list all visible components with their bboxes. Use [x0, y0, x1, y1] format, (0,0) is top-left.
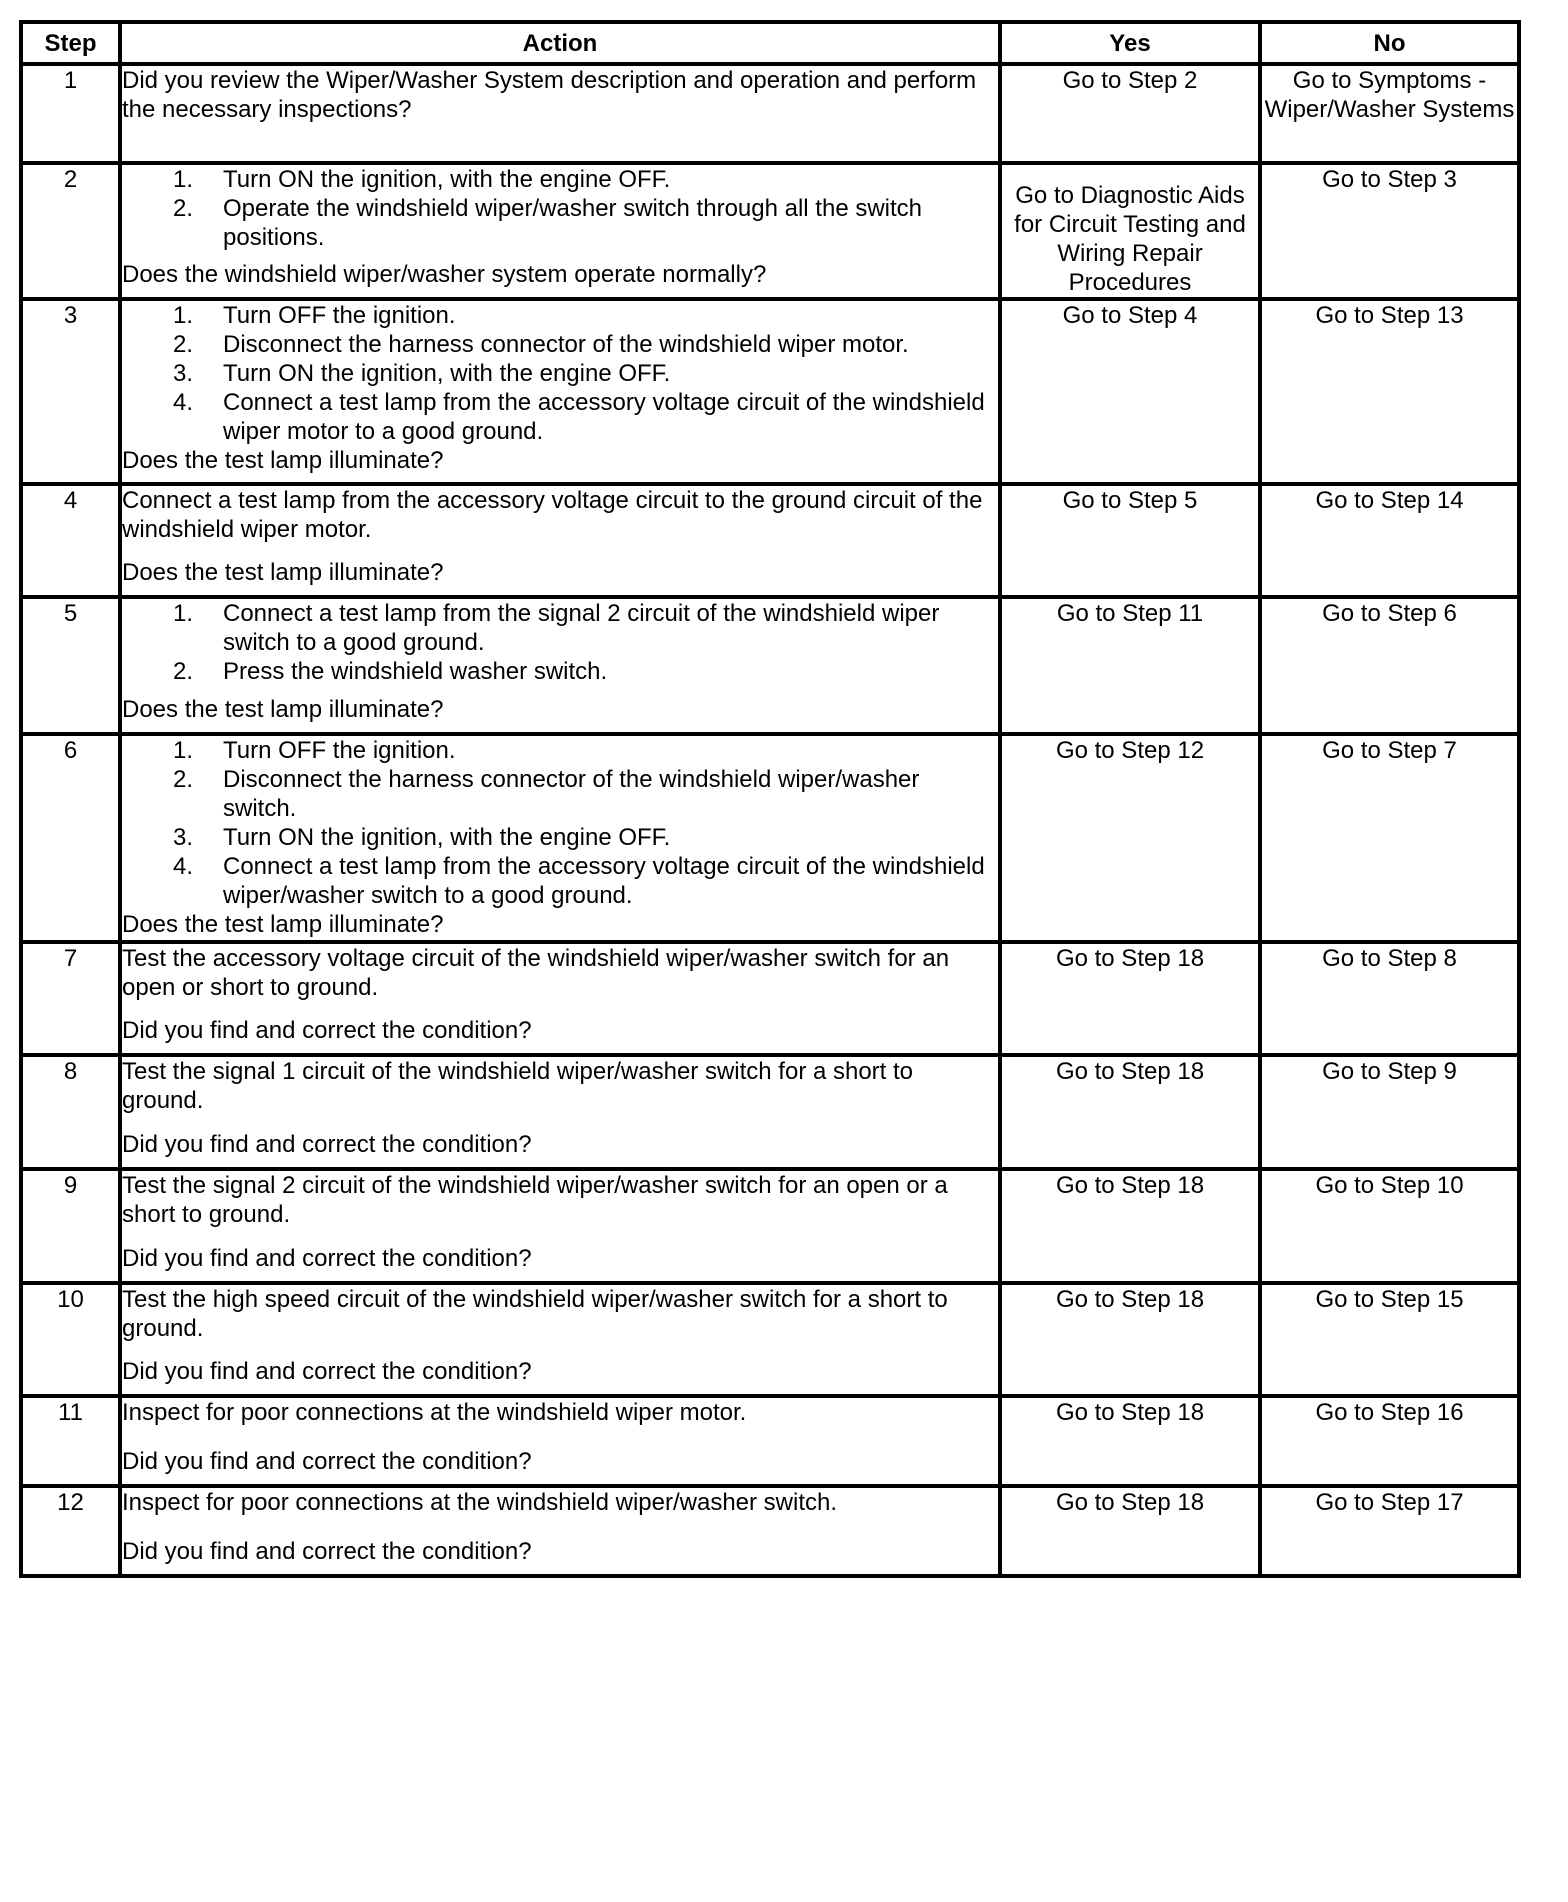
action-step-item	[122, 330, 998, 359]
action-text: Inspect for poor connections at the windshield wiper motor.	[122, 1399, 747, 1426]
step-item-number: 3.	[173, 360, 194, 387]
action-question: Does the test lamp illuminate?	[122, 447, 444, 474]
action-question: Does the windshield wiper/washer system operate normally?	[122, 261, 767, 288]
no-result: Go to Step 16	[1260, 1396, 1519, 1486]
step-number: 4	[21, 484, 120, 597]
action-step-item	[122, 388, 998, 446]
yes-result: Go to Step 11	[1000, 597, 1260, 734]
header-action: Action	[120, 22, 1000, 64]
step-number: 8	[21, 1055, 120, 1169]
no-result: Go to Step 15	[1260, 1283, 1519, 1396]
table-row	[21, 1169, 1519, 1283]
table-row	[21, 64, 1519, 163]
action-step-item	[122, 301, 998, 330]
header-row	[21, 22, 1519, 64]
action-text: Connect a test lamp from the accessory voltage circuit to the ground circuit of the windshield wiper motor.	[122, 487, 983, 543]
action-question: Does the test lamp illuminate?	[122, 696, 444, 723]
step-item-text: Press the windshield washer switch.	[223, 658, 608, 685]
no-result: Go to Step 9	[1260, 1055, 1519, 1169]
table-row	[21, 299, 1519, 484]
table-row	[21, 942, 1519, 1055]
action-cell	[120, 1055, 1000, 1169]
action-cell	[120, 734, 1000, 942]
table-body	[21, 64, 1519, 1576]
step-item-text: Operate the windshield wiper/washer switch through all the switch positions.	[223, 195, 923, 251]
action-step-item	[122, 165, 998, 194]
action-steps	[122, 165, 998, 252]
step-item-text: Connect a test lamp from the accessory voltage circuit of the windshield wiper motor to a good ground.	[223, 389, 985, 445]
step-number: 1	[21, 64, 120, 163]
action-steps	[122, 599, 998, 686]
action-step-item	[122, 599, 998, 657]
step-number: 6	[21, 734, 120, 942]
action-text: Test the high speed circuit of the windshield wiper/washer switch for a short to ground.	[122, 1286, 948, 1342]
no-result: Go to Step 8	[1260, 942, 1519, 1055]
step-number: 12	[21, 1486, 120, 1576]
yes-result: Go to Step 18	[1000, 1283, 1260, 1396]
action-question: Did you find and correct the condition?	[122, 1245, 532, 1272]
no-result: Go to Step 7	[1260, 734, 1519, 942]
action-question: Did you find and correct the condition?	[122, 1017, 532, 1044]
yes-result: Go to Diagnostic Aids for Circuit Testing and Wiring Repair Procedures	[1000, 163, 1260, 299]
no-result: Go to Step 14	[1260, 484, 1519, 597]
table-row	[21, 1396, 1519, 1486]
action-cell	[120, 1283, 1000, 1396]
action-cell	[120, 1169, 1000, 1283]
step-number: 7	[21, 942, 120, 1055]
yes-result: Go to Step 18	[1000, 1055, 1260, 1169]
step-item-number: 1.	[173, 737, 194, 764]
action-cell	[120, 484, 1000, 597]
step-item-number: 2.	[173, 658, 194, 685]
action-steps	[122, 736, 998, 910]
action-cell	[120, 1396, 1000, 1486]
step-item-text: Turn OFF the ignition.	[223, 737, 456, 764]
step-item-text: Turn ON the ignition, with the engine OFF.	[223, 166, 671, 193]
action-text: Test the accessory voltage circuit of the windshield wiper/washer switch for an open or short to ground.	[122, 945, 950, 1001]
action-steps	[122, 301, 998, 446]
step-number: 5	[21, 597, 120, 734]
header-no: No	[1260, 22, 1519, 64]
action-cell	[120, 163, 1000, 299]
step-item-number: 2.	[173, 195, 194, 222]
table-row	[21, 1486, 1519, 1576]
step-number: 2	[21, 163, 120, 299]
step-number: 11	[21, 1396, 120, 1486]
action-question: Did you find and correct the condition?	[122, 1448, 532, 1475]
action-cell	[120, 299, 1000, 484]
step-item-number: 1.	[173, 302, 194, 329]
action-step-item	[122, 657, 998, 686]
yes-result: Go to Step 18	[1000, 942, 1260, 1055]
yes-result: Go to Step 4	[1000, 299, 1260, 484]
step-item-text: Connect a test lamp from the accessory voltage circuit of the windshield wiper/washer switch to a good ground.	[223, 853, 985, 909]
yes-result: Go to Step 12	[1000, 734, 1260, 942]
step-item-text: Connect a test lamp from the signal 2 circuit of the windshield wiper switch to a good ground.	[223, 600, 940, 656]
yes-result: Go to Step 2	[1000, 64, 1260, 163]
no-result: Go to Symptoms - Wiper/Washer Systems	[1260, 64, 1519, 163]
step-item-number: 1.	[173, 166, 194, 193]
step-item-text: Disconnect the harness connector of the windshield wiper motor.	[223, 331, 909, 358]
header-step: Step	[21, 22, 120, 64]
step-item-text: Disconnect the harness connector of the windshield wiper/washer switch.	[223, 766, 920, 822]
step-item-number: 2.	[173, 331, 194, 358]
action-question: Does the test lamp illuminate?	[122, 559, 444, 586]
action-step-item	[122, 852, 998, 910]
header-yes: Yes	[1000, 22, 1260, 64]
action-cell	[120, 1486, 1000, 1576]
action-step-item	[122, 359, 998, 388]
action-cell	[120, 64, 1000, 163]
no-result: Go to Step 3	[1260, 163, 1519, 299]
no-result: Go to Step 17	[1260, 1486, 1519, 1576]
action-step-item	[122, 765, 998, 823]
action-step-item	[122, 823, 998, 852]
table-row	[21, 597, 1519, 734]
action-question: Did you find and correct the condition?	[122, 1358, 532, 1385]
action-text: Did you review the Wiper/Washer System description and operation and perform the necessary inspections?	[122, 67, 977, 123]
yes-result: Go to Step 18	[1000, 1169, 1260, 1283]
table-row	[21, 163, 1519, 299]
diagnostic-table	[19, 20, 1521, 1578]
table-row	[21, 1055, 1519, 1169]
step-item-text: Turn OFF the ignition.	[223, 302, 456, 329]
step-item-text: Turn ON the ignition, with the engine OFF.	[223, 824, 671, 851]
step-number: 9	[21, 1169, 120, 1283]
action-text: Test the signal 1 circuit of the windshield wiper/washer switch for a short to ground.	[122, 1058, 914, 1114]
action-text: Test the signal 2 circuit of the windshield wiper/washer switch for an open or a short to ground.	[122, 1172, 948, 1228]
step-number: 10	[21, 1283, 120, 1396]
action-text: Inspect for poor connections at the windshield wiper/washer switch.	[122, 1489, 838, 1516]
step-item-number: 1.	[173, 600, 194, 627]
action-question: Does the test lamp illuminate?	[122, 911, 444, 938]
step-item-number: 2.	[173, 766, 194, 793]
step-item-number: 3.	[173, 824, 194, 851]
no-result: Go to Step 6	[1260, 597, 1519, 734]
table-row	[21, 484, 1519, 597]
action-question: Did you find and correct the condition?	[122, 1131, 532, 1158]
table-row	[21, 1283, 1519, 1396]
step-item-text: Turn ON the ignition, with the engine OFF.	[223, 360, 671, 387]
table-row	[21, 734, 1519, 942]
yes-result: Go to Step 18	[1000, 1396, 1260, 1486]
no-result: Go to Step 13	[1260, 299, 1519, 484]
yes-result: Go to Step 5	[1000, 484, 1260, 597]
action-question: Did you find and correct the condition?	[122, 1538, 532, 1565]
step-item-number: 4.	[173, 853, 194, 880]
action-cell	[120, 942, 1000, 1055]
action-step-item	[122, 736, 998, 765]
action-cell	[120, 597, 1000, 734]
yes-result: Go to Step 18	[1000, 1486, 1260, 1576]
step-item-number: 4.	[173, 389, 194, 416]
action-step-item	[122, 194, 998, 252]
step-number: 3	[21, 299, 120, 484]
no-result: Go to Step 10	[1260, 1169, 1519, 1283]
